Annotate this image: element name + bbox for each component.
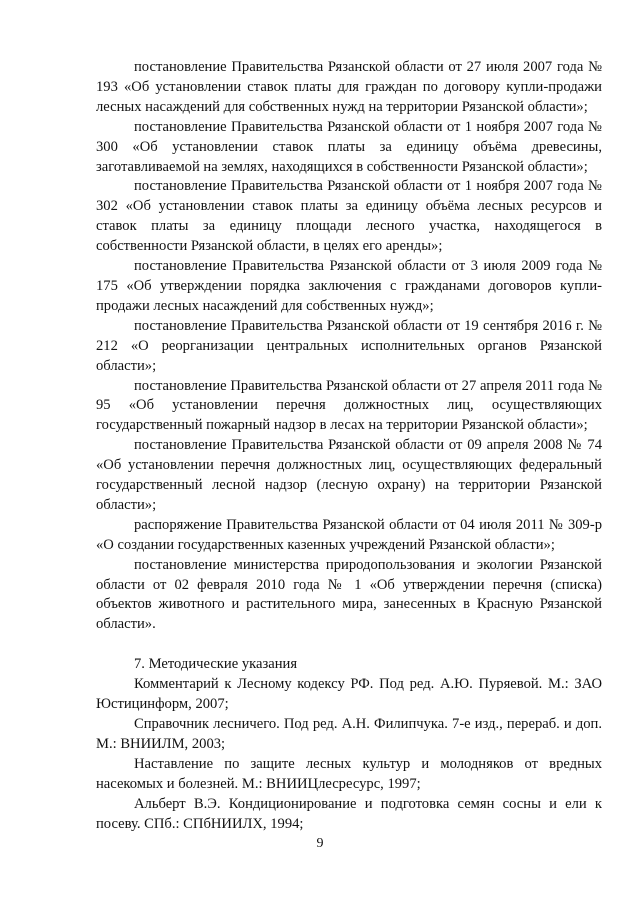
- paragraph-resolution-74: постановление Правительства Рязанской области от 09 апреля 2008 № 74 «Об установлении перечня должностных лиц, осуществляющих федеральный государственный лесной надзор (лесную охрану) на территории Рязанской области»;: [96, 437, 602, 513]
- paragraph-resolution-302: постановление Правительства Рязанской области от 1 ноября 2007 года № 302 «Об установлении ставок платы за единицу объёма лесных ресурсов и ставок платы за единицу площади лесного участка, находящегося в собственности Рязанской области, в целях его аренды»;: [96, 178, 602, 255]
- document-body: [96, 58, 602, 834]
- reference-forest-protection-manual: Наставление по защите лесных культур и молодняков от вредных насекомых и болезней. М.: ВНИИЦлесресурс, 1997;: [96, 755, 602, 792]
- paragraph-resolution-175: постановление Правительства Рязанской области от 3 июля 2009 года № 175 «Об утверждении порядка заключения с гражданами договоров купли-продажи лесных насаждений для собственных нужд»;: [96, 258, 602, 314]
- paragraph-ministry-resolution-1: постановление министерства природопользования и экологии Рязанской области от 02 февраля 2010 года № 1 «Об утверждении перечня (списка) объектов животного и растительного мира, занесенных в Красную Рязанской области».: [96, 556, 602, 633]
- section-spacer: [96, 635, 602, 655]
- page-number: 9: [316, 836, 324, 851]
- paragraph-resolution-193: постановление Правительства Рязанской области от 27 июля 2007 года № 193 «Об установлении ставок платы для граждан по договору купли-продажи лесных насаждений для собственных нужд на территории Рязанской области»;: [96, 59, 602, 115]
- paragraph-resolution-212: постановление Правительства Рязанской области от 19 сентября 2016 г. № 212 «О реорганизации центральных исполнительных органов Рязанской области»;: [96, 317, 602, 374]
- reference-forest-code-commentary: Комментарий к Лесному кодексу РФ. Под ред. А.Ю. Пуряевой. М.: ЗАО Юстицинформ, 2007;: [96, 676, 602, 713]
- paragraph-order-309r: распоряжение Правительства Рязанской области от 04 июля 2011 № 309-р «О создании государственных казенных учреждений Рязанской области»;: [96, 516, 602, 553]
- paragraph-resolution-95: постановление Правительства Рязанской области от 27 апреля 2011 года № 95 «Об установлении перечня должностных лиц, осуществляющих государственный пожарный надзор в лесах на территории Рязанской области»;: [96, 377, 602, 434]
- section-heading: 7. Методические указания: [134, 656, 298, 673]
- reference-seed-conditioning: Альберт В.Э. Кондиционирование и подготовка семян сосны и ели к посеву. СПб.: СПбНИИЛХ, 1994;: [96, 795, 602, 832]
- reference-forester-handbook: Справочник лесничего. Под ред. А.Н. Филипчука. 7-е изд., перераб. и доп. М.: ВНИИЛМ, 2003;: [96, 716, 602, 752]
- paragraph-resolution-300: постановление Правительства Рязанской области от 1 ноября 2007 года № 300 «Об установлении ставок платы за единицу объёма древесины, заготавливаемой на землях, находящихся в собственности Рязанской области»;: [96, 118, 602, 175]
